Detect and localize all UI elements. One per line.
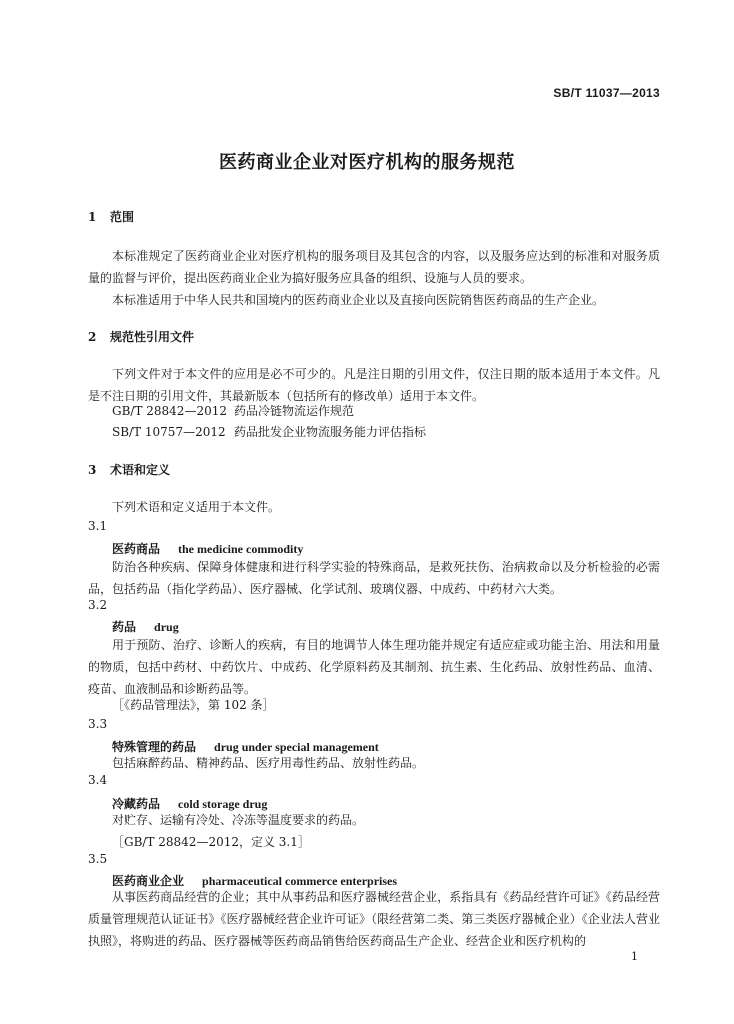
- term-zh: 冷藏药品: [112, 797, 161, 811]
- standard-code: SB/T 11037—2013: [553, 86, 660, 100]
- term-heading: [112, 540, 303, 557]
- term-number: 3.4: [88, 773, 108, 787]
- term-definition: 防治各种疾病、保障身体健康和进行科学实验的特殊商品，是救死扶伤、治病救命以及分析检验的必需品，包括药品（指化学药品）、医疗器械、化学试剂、玻璃仪器、中成药、中药材六大类。: [88, 560, 660, 596]
- section-heading-references: [88, 328, 194, 345]
- term-zh: 医药商业企业: [112, 874, 185, 888]
- references-intro: 下列文件对于本文件的应用是必不可少的。凡是注日期的引用文件，仅注日期的版本适用于本文件。凡是不注日期的引用文件，其最新版本（包括所有的修改单）适用于本文件。: [88, 367, 660, 403]
- section-title: 术语和定义: [110, 463, 171, 477]
- term-source: ［GB/T 28842—2012，定义 3.1］: [112, 835, 310, 849]
- terms-intro: 下列术语和定义适用于本文件。: [112, 500, 281, 514]
- term-definition: 从事医药商品经营的企业；其中从事药品和医疗器械经营企业，系指具有《药品经营许可证》《药品经营质量管理规范认证证书》《医疗器械经营企业许可证》（限经营第二类、第三类医疗器械企业）《企业法人营业执照》，将购进的药品、医疗器械等医药商品销售给医药商品生产企业、经营企业和医疗机构的: [88, 890, 660, 948]
- term-number: 3.2: [88, 598, 108, 612]
- term-source: ［《药品管理法》，第 102 条］: [112, 698, 275, 712]
- scope-paragraph-1: 本标准规定了医药商业企业对医疗机构的服务项目及其包含的内容，以及服务应达到的标准和对服务质量的监督与评价，提出医药商业企业为搞好服务应具备的组织、设施与人员的要求。: [88, 249, 660, 285]
- document-title: 医药商业企业对医疗机构的服务规范: [219, 152, 515, 173]
- term-definition: 用于预防、治疗、诊断人的疾病，有目的地调节人体生理功能并规定有适应症或功能主治、用法和用量的物质，包括中药材、中药饮片、中成药、化学原料药及其制剂、抗生素、生化药品、放射性药品、血清、疫苗、血液制品和诊断药品等。: [88, 638, 660, 696]
- reference-item: [112, 421, 426, 443]
- section-heading-terms: [88, 461, 170, 478]
- term-en: the medicine commodity: [178, 542, 304, 556]
- term-en: pharmaceutical commerce enterprises: [202, 874, 398, 888]
- term-zh: 医药商品: [112, 542, 161, 556]
- section-title: 规范性引用文件: [110, 330, 195, 344]
- reference-code: SB/T 10757—2012: [112, 425, 226, 439]
- term-zh: 药品: [112, 620, 137, 634]
- term-number: 3.5: [88, 852, 108, 866]
- page-number: 1: [631, 950, 638, 963]
- term-number: 3.1: [88, 519, 108, 533]
- section-heading-scope: [88, 208, 134, 225]
- section-title: 范围: [110, 210, 135, 224]
- term-en: drug under special management: [214, 740, 379, 754]
- term-en: cold storage drug: [178, 797, 268, 811]
- term-number: 3.3: [88, 717, 108, 731]
- term-definition: 对贮存、运输有冷处、冷冻等温度要求的药品。: [112, 813, 365, 827]
- term-en: drug: [154, 620, 179, 634]
- term-heading: [112, 618, 179, 635]
- section-number: 3: [88, 463, 97, 477]
- scope-paragraph-2: 本标准适用于中华人民共和国境内的医药商业企业以及直接向医院销售医药商品的生产企业。: [112, 293, 605, 307]
- reference-item: [112, 400, 354, 422]
- term-zh: 特殊管理的药品: [112, 740, 197, 754]
- reference-name: 药品冷链物流运作规范: [234, 404, 355, 418]
- reference-code: GB/T 28842—2012: [112, 404, 227, 418]
- section-number: 1: [88, 210, 97, 224]
- section-number: 2: [88, 330, 97, 344]
- reference-name: 药品批发企业物流服务能力评估指标: [234, 425, 427, 439]
- term-definition: 包括麻醉药品、精神药品、医疗用毒性药品、放射性药品。: [112, 756, 425, 770]
